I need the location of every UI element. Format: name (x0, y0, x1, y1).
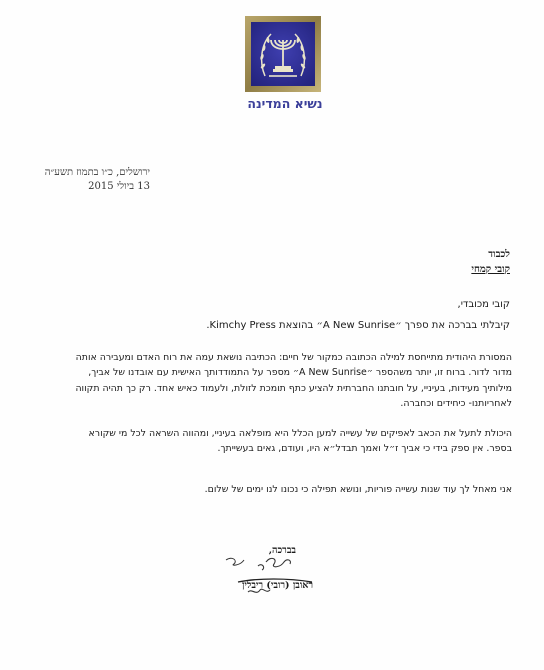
addressee-name: קובי קמחי (471, 264, 510, 275)
handwritten-signature (208, 552, 318, 602)
addressee-label: לכבוד (488, 249, 510, 260)
paragraph-line: היכולת לתעל את הכאב לאפיקים של עשייה למען הכלל היא מופלאה בעיניי, ומהווה השראה לכל מי שקורא (88, 428, 512, 439)
paragraph-line: מילותיך מעידות, בעיניי, על חובתנו החברתית להציע כתף תומכת לזולת, ולעמוד כאיש אחד. רק כך תהיה תקווה (75, 382, 512, 394)
paragraph-line: בספר. אין ספק בידי כי אביך ז״ל ואמך תבדל״א היו, ועודם, גאים בעשייתך. (217, 443, 512, 455)
signer-name: ראובן (רובי) ריבלין (242, 580, 314, 591)
gregorian-date: 13 ביולי 2015 (88, 181, 150, 192)
menorah-emblem-icon (251, 22, 315, 86)
paragraph-line: מדור לדור. ברוח זו, יותר משהספר ״A New Sunrise״ מספר על התמודדותך האישית עם אובדנו של אביך, (88, 367, 512, 379)
paragraph-1-line-1: קיבלתי בברכה את ספרך ״A New Sunrise״ בהוצאת Kimchy Press. (206, 320, 510, 331)
letterhead-title: נשיא המדינה (247, 96, 323, 111)
paragraph-line: המסורת היהודית מתייחסת למילה הכתובה כמקור של חיים: הכתיבה נושאת עמה את רוח האדם ומעבירה אותה (75, 352, 512, 363)
paragraph-3 (26, 426, 512, 457)
paragraph-2 (26, 350, 512, 411)
salutation: קובי מכובדי, (457, 299, 510, 310)
paragraph-line: לאחריותנו- כיחידים וכחברה. (400, 397, 512, 409)
state-emblem (245, 16, 321, 92)
paragraph-4: אני מאחל לך עוד שנות עשייה פוריות, ונושא תפילה כי נכונו לנו ימים של שלום. (204, 484, 512, 495)
hebrew-date: ירושלים, כ״ו בתמוז תשע״ה (44, 167, 150, 178)
closing-greeting: בברכה, (268, 545, 296, 556)
